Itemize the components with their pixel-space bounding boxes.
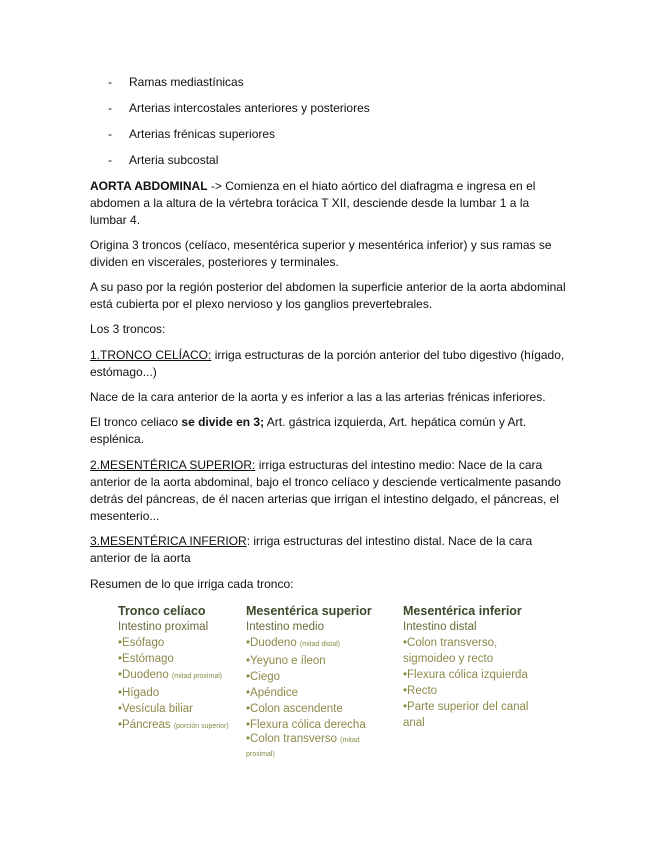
item-note: (mitad proximal) xyxy=(246,737,360,758)
column-item: •Flexura cólica derecha xyxy=(246,719,366,731)
divide-pre: El tronco celiaco xyxy=(90,415,182,429)
list-item-text: Arteria subcostal xyxy=(129,153,219,167)
resumen-heading: Resumen de lo que irriga cada tronco: xyxy=(90,577,294,591)
aorta-abdominal-label: AORTA ABDOMINAL xyxy=(90,179,208,193)
summary-column-mesenterica-superior xyxy=(246,602,386,761)
item-text: Colon transverso xyxy=(250,733,337,745)
item-note: (mitad proximal) xyxy=(171,673,223,680)
nace-cara-paragraph: Nace de la cara anterior de la aorta y es inferior a las a las arterias frénicas inferiores. xyxy=(90,390,546,404)
item-text: Duodeno xyxy=(122,669,169,681)
column-title: Mesentérica inferior xyxy=(403,604,522,618)
column-item: •Ciego xyxy=(246,671,281,683)
column-item: •Parte superior del canal anal xyxy=(403,701,529,729)
item-text: Duodeno xyxy=(250,637,297,649)
summary-column-mesenterica-inferior xyxy=(403,602,548,731)
column-item: •Apéndice xyxy=(246,687,298,699)
list-item-text: Ramas mediastínicas xyxy=(129,75,244,89)
item-text: Yeyuno e íleon xyxy=(250,655,326,667)
list-item: - Arterias intercostales anteriores y posteriores xyxy=(108,101,370,115)
item-text: Ciego xyxy=(250,671,281,683)
column-item: •Estómago xyxy=(118,653,174,665)
column-item: •Esófago xyxy=(118,637,165,649)
item-text: Recto xyxy=(407,685,438,697)
column-subtitle: Intestino proximal xyxy=(118,621,209,633)
item-text: Esófago xyxy=(122,637,165,649)
item-text: Flexura cólica izquierda xyxy=(407,669,528,681)
column-subtitle: Intestino medio xyxy=(246,621,324,633)
column-item: •Recto xyxy=(403,685,438,697)
list-item: - Arteria subcostal xyxy=(108,153,219,167)
column-item: •Yeyuno e íleon xyxy=(246,655,326,667)
tronco-celiaco-text: irriga estructuras de la porción anterior del tubo digestivo (hígado, estómago...) xyxy=(90,348,565,379)
summary-column-tronco-celiaco xyxy=(118,602,248,735)
list-item: - Ramas mediastínicas xyxy=(108,75,244,89)
column-title: Tronco celíaco xyxy=(118,604,206,618)
aorta-abdominal-paragraph xyxy=(90,178,568,229)
item-text: Colon ascendente xyxy=(250,703,343,715)
tronco-celiaco-paragraph xyxy=(90,347,568,381)
item-text: Apéndice xyxy=(250,687,298,699)
bullet-list xyxy=(108,74,370,178)
item-text: Hígado xyxy=(122,687,160,699)
divide-post: Art. gástrica izquierda, Art. hepática común y Art. esplénica. xyxy=(90,415,527,446)
origina-paragraph: Origina 3 troncos (celíaco, mesentérica superior y mesentérica inferior) y sus ramas se dividen en viscerales, posteriores y terminales. xyxy=(90,238,552,269)
tronco-celiaco-label: 1.TRONCO CELÍACO: xyxy=(90,348,212,362)
summary-figure xyxy=(112,602,552,772)
column-item: •Colon transverso (mitad proximal) xyxy=(246,733,360,758)
divide-paragraph xyxy=(90,414,568,448)
list-item: - Arterias frénicas superiores xyxy=(108,127,276,141)
a-su-paso-paragraph: A su paso por la región posterior del abdomen la superficie anterior de la aorta abdominal está cubierta por el plexo nervioso y los ganglios prevertebrales. xyxy=(90,280,566,311)
item-text: Flexura cólica derecha xyxy=(250,719,366,731)
item-text: Páncreas xyxy=(122,719,171,731)
aorta-abdominal-text: -> Comienza en el hiato aórtico del diafragma e ingresa en el abdomen a la altura de la vértebra torácica T XII, desciende desde la lumbar 1 a la lumbar 4. xyxy=(90,179,536,227)
column-item: •Colon transverso, sigmoideo y recto xyxy=(403,637,498,665)
mesenterica-inferior-paragraph xyxy=(90,533,568,567)
list-item-text: Arterias intercostales anteriores y posteriores xyxy=(129,101,370,115)
mesenterica-inferior-text: : irriga estructuras del intestino distal. Nace de la cara anterior de la aorta xyxy=(90,534,533,565)
mesenterica-inferior-label: 3.MESENTÉRICA INFERIOR xyxy=(90,534,247,548)
column-item: •Duodeno (mitad proximal) xyxy=(118,669,223,681)
item-text: Estómago xyxy=(122,653,174,665)
column-title: Mesentérica superior xyxy=(246,604,372,618)
item-note: (porción superior) xyxy=(173,723,229,730)
los-3-troncos-heading: Los 3 troncos: xyxy=(90,322,166,336)
item-text: Parte superior del canal anal xyxy=(403,701,529,729)
item-note: (mitad distal) xyxy=(299,641,340,648)
column-subtitle: Intestino distal xyxy=(403,621,477,633)
column-item: •Páncreas (porción superior) xyxy=(118,719,229,731)
item-text: Vesícula biliar xyxy=(122,703,193,715)
mesenterica-superior-paragraph xyxy=(90,457,568,525)
divide-bold: se divide en 3; xyxy=(181,415,265,429)
column-item: •Colon ascendente xyxy=(246,703,343,715)
column-item: •Hígado xyxy=(118,687,160,699)
column-item: •Flexura cólica izquierda xyxy=(403,669,528,681)
list-item-text: Arterias frénicas superiores xyxy=(129,127,276,141)
item-text: Colon transverso, sigmoideo y recto xyxy=(403,637,498,665)
column-item: •Vesícula biliar xyxy=(118,703,193,715)
mesenterica-superior-text: irriga estructuras del intestino medio: Nace de la cara anterior de la aorta abdominal, bajo el tronco celíaco y desciende verticalmente pasando detrás del páncreas, de él nacen arterias que irrigan el intestino delgado, el páncreas, el mesenterio... xyxy=(90,458,561,523)
mesenterica-superior-label: 2.MESENTÉRICA SUPERIOR: xyxy=(90,458,256,472)
column-item: •Duodeno (mitad distal) xyxy=(246,637,340,649)
